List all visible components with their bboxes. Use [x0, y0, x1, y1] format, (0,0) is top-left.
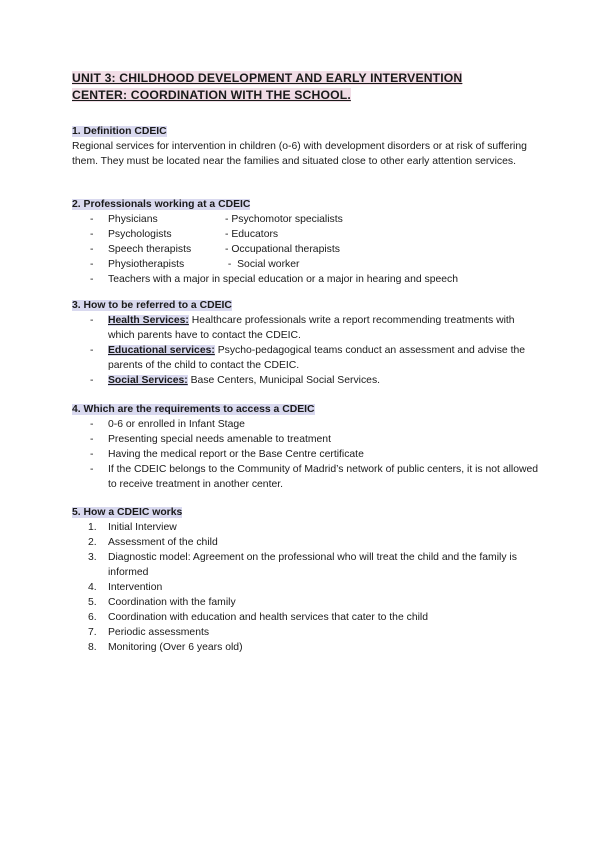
section-4-heading: 4. Which are the requirements to access a CDEIC: [72, 404, 315, 415]
list-item: 6. Coordination with education and health services that cater to the child: [88, 612, 428, 623]
list-item: 4. Intervention: [88, 582, 163, 593]
title-line-2: CENTER: COORDINATION WITH THE SCHOOL.: [72, 88, 351, 102]
list-item: - Presenting special needs amenable to treatment: [72, 432, 542, 447]
list-item: - Psychologists - Educators: [72, 227, 542, 242]
list-item: - Social Services: Base Centers, Municipal Social Services.: [72, 373, 542, 388]
list-item: 7. Periodic assessments: [88, 627, 210, 638]
list-item: - Having the medical report or the Base Centre certificate: [72, 447, 542, 462]
list-item: - Speech therapists - Occupational therapists: [72, 242, 542, 257]
section-5-heading: 5. How a CDEIC works: [72, 507, 183, 518]
list-item: 3. Diagnostic model: Agreement on the professional who will treat the child and the family is informed: [88, 552, 517, 578]
referral-list: [72, 313, 542, 388]
list-item: 8. Monitoring (Over 6 years old): [88, 642, 243, 653]
section-3-heading: 3. How to be referred to a CDEIC: [72, 300, 232, 311]
list-item: - Teachers with a major in special education or a major in hearing and speech: [72, 272, 542, 287]
requirements-list: [72, 417, 542, 492]
list-item: 2. Assessment of the child: [88, 537, 218, 548]
professionals-list: [72, 212, 542, 287]
section-1-heading: 1. Definition CDEIC: [72, 126, 167, 137]
list-item: - Health Services: Healthcare professionals write a report recommending treatments with which parents have to contact the CDEIC.: [72, 313, 542, 343]
section-definition: [72, 124, 542, 169]
list-item: - If the CDEIC belongs to the Community of Madrid’s network of public centers, it is not allowed to receive treatment in another center.: [72, 462, 542, 492]
social-services-label: Social Services:: [108, 375, 188, 386]
health-services-label: Health Services:: [108, 315, 189, 326]
page-title: [72, 70, 542, 104]
list-item: - Educational services: Psycho-pedagogical teams conduct an assessment and advise the parents of the child to contact the CDEIC.: [72, 343, 542, 373]
steps-list: [72, 520, 542, 655]
section-requirements: [72, 402, 542, 492]
list-item: 1. Initial Interview: [88, 522, 177, 533]
list-item: 5. Coordination with the family: [88, 597, 236, 608]
section-referral: [72, 298, 542, 388]
section-1-body: Regional services for intervention in children (o-6) with development disorders or at risk of suffering them. They must be located near the families and situated close to other early attention services.: [72, 141, 527, 167]
list-item: - Physiotherapists - Social worker: [72, 257, 542, 272]
list-item: - Physicians - Psychomotor specialists: [72, 212, 542, 227]
section-how-it-works: [72, 505, 542, 655]
list-item: - 0-6 or enrolled in Infant Stage: [72, 417, 542, 432]
educational-services-label: Educational services:: [108, 345, 215, 356]
section-professionals: [72, 197, 542, 287]
title-line-1: UNIT 3: CHILDHOOD DEVELOPMENT AND EARLY INTERVENTION: [72, 71, 463, 85]
section-2-heading: 2. Professionals working at a CDEIC: [72, 199, 251, 210]
